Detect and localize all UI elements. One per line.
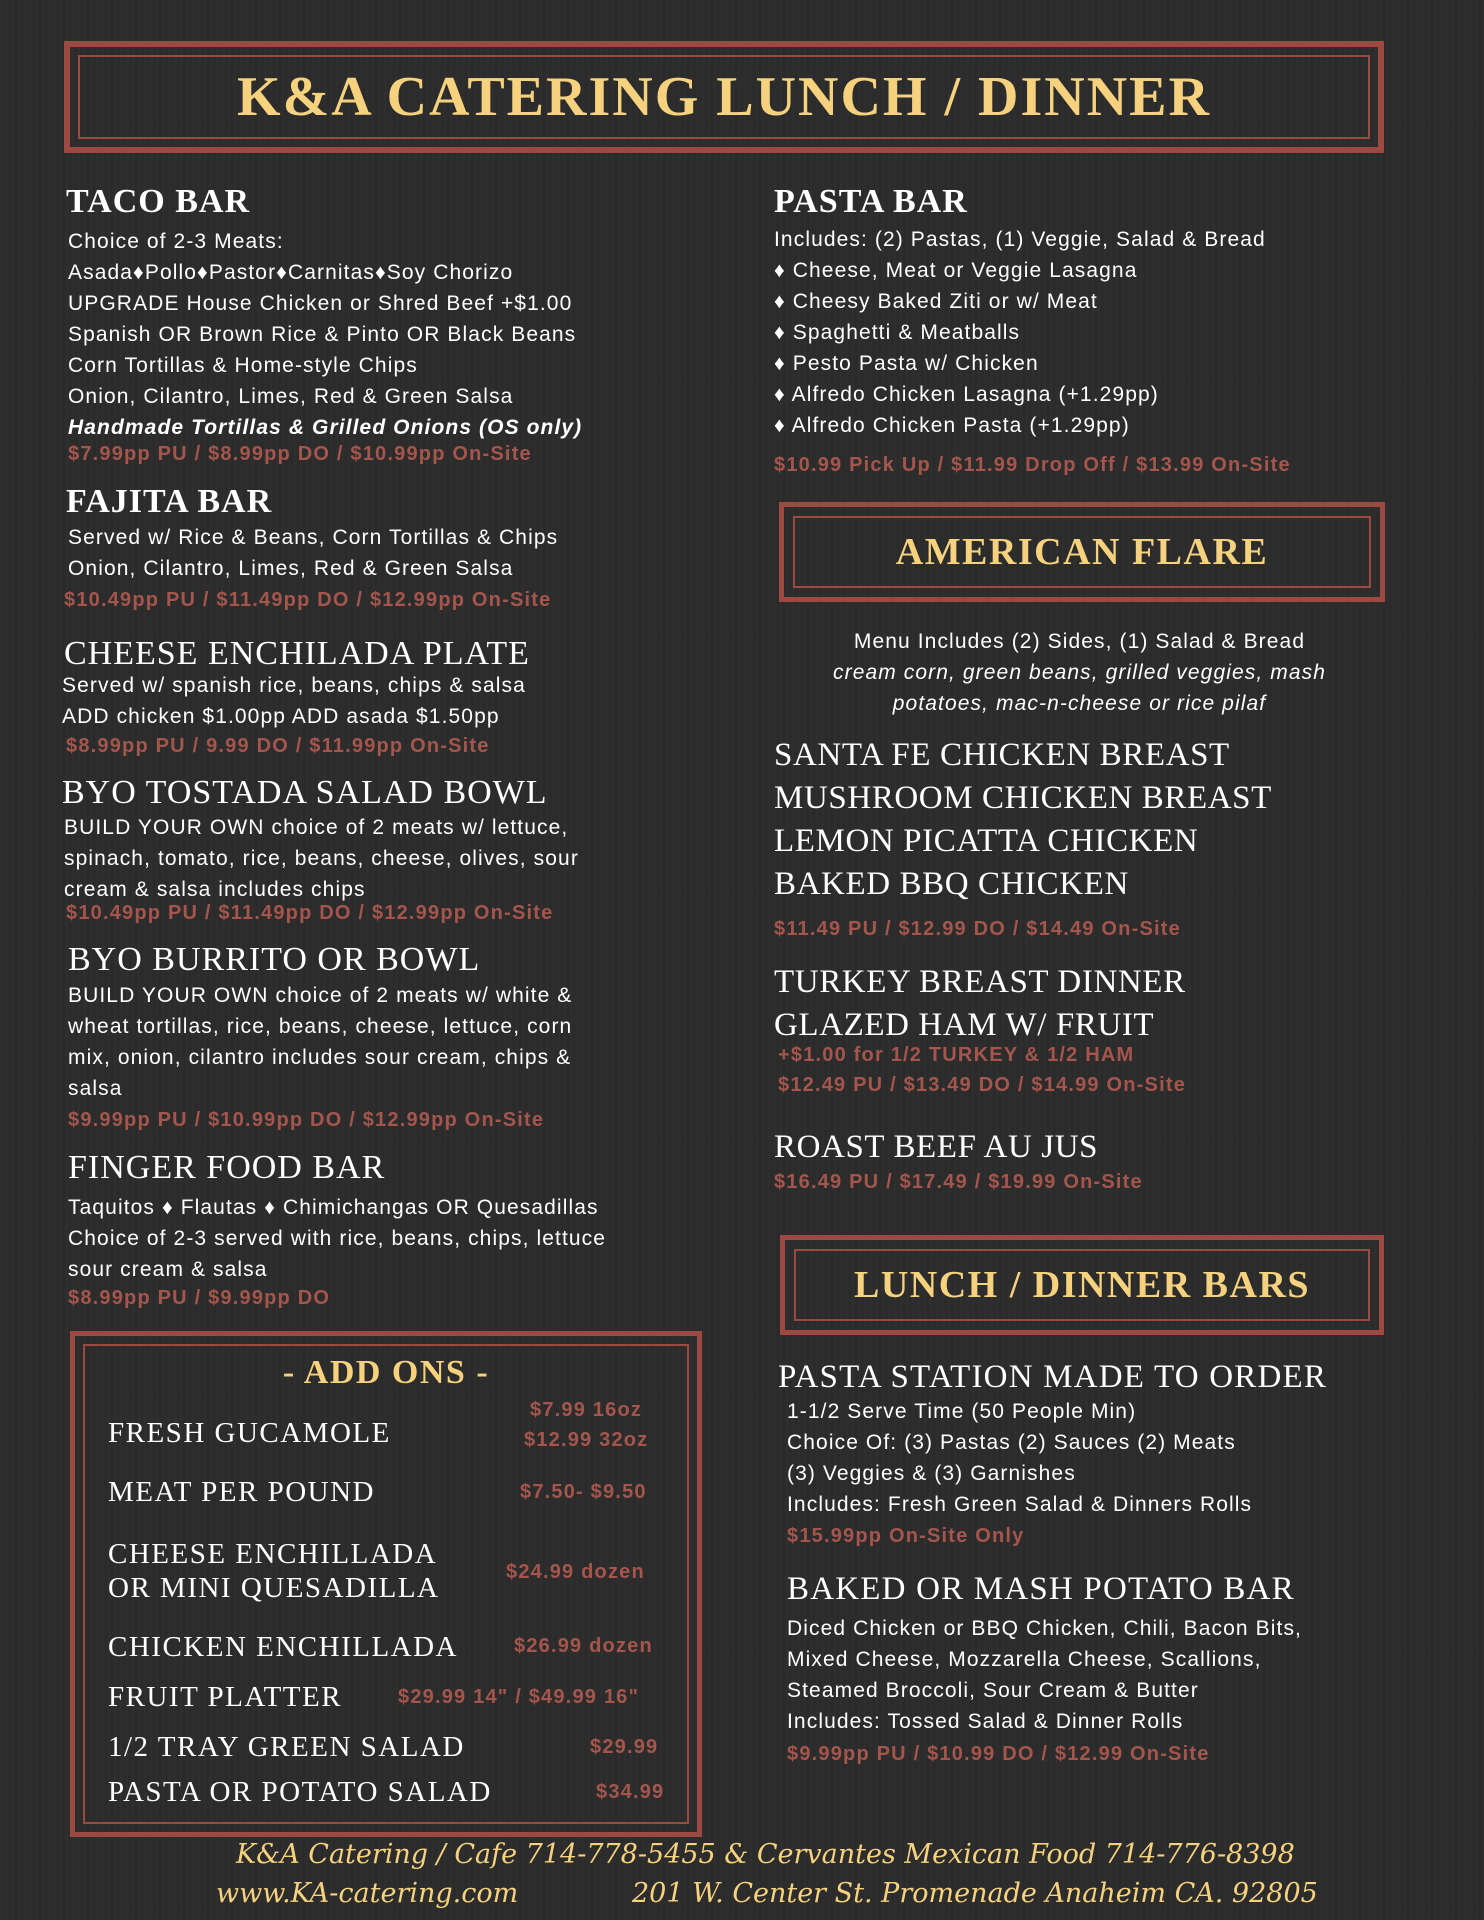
fajita-bar-line: Onion, Cilantro, Limes, Red & Green Salsa	[68, 557, 514, 580]
addon-price: $29.99	[590, 1736, 659, 1758]
page-title: K&A CATERING LUNCH / DINNER	[237, 66, 1211, 128]
potato-bar-line: Diced Chicken or BBQ Chicken, Chili, Bacon Bits,	[787, 1617, 1302, 1640]
title-banner	[64, 41, 1384, 153]
burrito-heading: BYO BURRITO OR BOWL	[68, 941, 481, 978]
pasta-station-line: (3) Veggies & (3) Garnishes	[787, 1462, 1076, 1485]
potato-bar-price: $9.99pp PU / $10.99 DO / $12.99 On-Site	[787, 1743, 1210, 1765]
pasta-bar-line: ♦ Alfredo Chicken Pasta (+1.29pp)	[774, 414, 1130, 437]
footer-contact: K&A Catering / Cafe 714-778-5455 & Cervantes Mexican Food 714-776-8398	[236, 1839, 1295, 1870]
taco-bar-line: Corn Tortillas & Home-style Chips	[68, 354, 418, 377]
cheese-enchilada-line: Served w/ spanish rice, beans, chips & salsa	[62, 674, 526, 697]
american-flare-banner	[779, 502, 1385, 602]
potato-bar-line: Steamed Broccoli, Sour Cream & Butter	[787, 1679, 1199, 1702]
menu-item: TURKEY BREAST DINNER	[774, 964, 1186, 1000]
addon-name: CHICKEN ENCHILLADA	[108, 1631, 458, 1663]
lunch-dinner-bars-heading: LUNCH / DINNER BARS	[853, 1264, 1311, 1306]
burrito-line: BUILD YOUR OWN choice of 2 meats w/ white &	[68, 984, 573, 1007]
fajita-bar-price: $10.49pp PU / $11.49pp DO / $12.99pp On-Site	[64, 589, 552, 611]
potato-bar-heading: BAKED OR MASH POTATO BAR	[787, 1571, 1295, 1607]
add-ons-heading: - ADD ONS -	[282, 1354, 490, 1391]
addon-price: $34.99	[596, 1781, 665, 1803]
pasta-bar-line: ♦ Cheesy Baked Ziti or w/ Meat	[774, 290, 1098, 313]
addon-price: $7.99 16oz	[530, 1399, 643, 1421]
american-flare-sides: potatoes, mac-n-cheese or rice pilaf	[892, 692, 1267, 715]
finger-food-heading: FINGER FOOD BAR	[68, 1149, 386, 1186]
potato-bar-line: Includes: Tossed Salad & Dinner Rolls	[787, 1710, 1184, 1733]
menu-item: MUSHROOM CHICKEN BREAST	[774, 780, 1272, 816]
turkey-items	[774, 961, 1186, 1047]
taco-bar-price: $7.99pp PU / $8.99pp DO / $10.99pp On-Site	[68, 443, 532, 465]
burrito-line: salsa	[68, 1077, 123, 1100]
taco-bar-note: Handmade Tortillas & Grilled Onions (OS only)	[68, 416, 583, 439]
pasta-station-price: $15.99pp On-Site Only	[787, 1525, 1025, 1547]
roast-beef-price: $16.49 PU / $17.49 / $19.99 On-Site	[774, 1171, 1143, 1193]
pasta-bar-line: ♦ Pesto Pasta w/ Chicken	[774, 352, 1039, 375]
finger-food-line: Taquitos ♦ Flautas ♦ Chimichangas OR Quesadillas	[68, 1196, 599, 1219]
taco-bar-line: Spanish OR Brown Rice & Pinto OR Black Beans	[68, 323, 577, 346]
footer-address: 201 W. Center St. Promenade Anaheim CA. 92805	[632, 1878, 1318, 1909]
burrito-line: mix, onion, cilantro includes sour cream, chips &	[68, 1046, 572, 1069]
pasta-station-line: Choice Of: (3) Pastas (2) Sauces (2) Meats	[787, 1431, 1236, 1454]
pasta-bar-line: ♦ Alfredo Chicken Lasagna (+1.29pp)	[774, 383, 1159, 406]
taco-bar-details	[68, 226, 582, 443]
addon-name: FRUIT PLATTER	[108, 1681, 343, 1713]
pasta-bar-line: Includes: (2) Pastas, (1) Veggie, Salad & Bread	[774, 228, 1266, 251]
turkey-price: $12.49 PU / $13.49 DO / $14.99 On-Site	[778, 1074, 1187, 1096]
cheese-enchilada-line: ADD chicken $1.00pp ADD asada $1.50pp	[62, 705, 500, 728]
cheese-enchilada-heading: CHEESE ENCHILADA PLATE	[64, 635, 530, 672]
tostada-line: spinach, tomato, rice, beans, cheese, olives, sour	[64, 847, 579, 870]
tostada-line: BUILD YOUR OWN choice of 2 meats w/ lettuce,	[64, 816, 569, 839]
menu-item: GLAZED HAM W/ FRUIT	[774, 1007, 1155, 1043]
pasta-bar-heading: PASTA BAR	[774, 183, 968, 220]
lunch-dinner-bars-banner	[780, 1235, 1384, 1335]
fajita-bar-heading: FAJITA BAR	[66, 483, 273, 520]
addon-name: PASTA OR POTATO SALAD	[108, 1776, 492, 1808]
turkey-note: +$1.00 for 1/2 TURKEY & 1/2 HAM	[778, 1044, 1135, 1066]
american-flare-heading: AMERICAN FLARE	[895, 531, 1269, 573]
pasta-station-line: Includes: Fresh Green Salad & Dinners Rolls	[787, 1493, 1253, 1516]
burrito-line: wheat tortillas, rice, beans, cheese, lettuce, corn	[68, 1015, 573, 1038]
pasta-bar-line: ♦ Spaghetti & Meatballs	[774, 321, 1021, 344]
potato-bar-details	[787, 1613, 1302, 1737]
tostada-heading: BYO TOSTADA SALAD BOWL	[62, 774, 548, 811]
pasta-station-details	[787, 1396, 1252, 1520]
addon-price: $29.99 14" / $49.99 16"	[398, 1686, 640, 1708]
chicken-price: $11.49 PU / $12.99 DO / $14.49 On-Site	[774, 918, 1181, 940]
roast-beef-item: ROAST BEEF AU JUS	[774, 1129, 1099, 1165]
addon-name: 1/2 TRAY GREEN SALAD	[108, 1731, 465, 1763]
title-banner-inner	[78, 55, 1370, 139]
burrito-price: $9.99pp PU / $10.99pp DO / $12.99pp On-Site	[68, 1109, 545, 1131]
lunch-dinner-bars-banner-inner	[794, 1249, 1370, 1321]
pasta-bar-price: $10.99 Pick Up / $11.99 Drop Off / $13.99 On-Site	[774, 454, 1291, 476]
cheese-enchilada-details	[62, 670, 526, 732]
taco-bar-line: Asada♦Pollo♦Pastor♦Carnitas♦Soy Chorizo	[68, 261, 514, 284]
finger-food-details	[68, 1192, 606, 1285]
footer-website[interactable]: www.KA-catering.com	[216, 1878, 519, 1909]
tostada-price: $10.49pp PU / $11.49pp DO / $12.99pp On-Site	[66, 902, 554, 924]
american-flare-intro: Menu Includes (2) Sides, (1) Salad & Bread	[853, 630, 1306, 653]
finger-food-line: sour cream & salsa	[68, 1258, 268, 1281]
tostada-details	[64, 812, 579, 905]
addon-price: $26.99 dozen	[514, 1635, 653, 1657]
taco-bar-line: UPGRADE House Chicken or Shred Beef +$1.00	[68, 292, 573, 315]
finger-food-line: Choice of 2-3 served with rice, beans, chips, lettuce	[68, 1227, 607, 1250]
cheese-enchilada-price: $8.99pp PU / 9.99 DO / $11.99pp On-Site	[66, 735, 490, 757]
potato-bar-line: Mixed Cheese, Mozzarella Cheese, Scallions,	[787, 1648, 1262, 1671]
pasta-bar-line: ♦ Cheese, Meat or Veggie Lasagna	[774, 259, 1138, 282]
addon-name: FRESH GUCAMOLE	[108, 1417, 391, 1449]
menu-item: BAKED BBQ CHICKEN	[774, 866, 1129, 902]
burrito-details	[68, 980, 572, 1104]
chicken-items	[774, 734, 1272, 906]
pasta-station-line: 1-1/2 Serve Time (50 People Min)	[787, 1400, 1137, 1423]
menu-item: SANTA FE CHICKEN BREAST	[774, 737, 1230, 773]
addon-name: OR MINI QUESADILLA	[108, 1572, 440, 1604]
taco-bar-line: Choice of 2-3 Meats:	[68, 230, 284, 253]
american-flare-sides: cream corn, green beans, grilled veggies, mash	[833, 661, 1326, 684]
pasta-station-heading: PASTA STATION MADE TO ORDER	[778, 1359, 1328, 1395]
american-flare-banner-inner	[793, 516, 1371, 588]
addon-name: CHEESE ENCHILLADA	[108, 1538, 438, 1570]
addon-price: $12.99 32oz	[524, 1429, 649, 1451]
addon-price: $24.99 dozen	[506, 1561, 645, 1583]
taco-bar-line: Onion, Cilantro, Limes, Red & Green Salsa	[68, 385, 514, 408]
finger-food-price: $8.99pp PU / $9.99pp DO	[68, 1287, 331, 1309]
fajita-bar-line: Served w/ Rice & Beans, Corn Tortillas & Chips	[68, 526, 559, 549]
pasta-bar-details	[774, 224, 1266, 441]
menu-item: LEMON PICATTA CHICKEN	[774, 823, 1199, 859]
fajita-bar-details	[68, 522, 558, 584]
addon-price: $7.50- $9.50	[520, 1481, 647, 1503]
taco-bar-heading: TACO BAR	[66, 183, 250, 220]
tostada-line: cream & salsa includes chips	[64, 878, 366, 901]
addon-name: MEAT PER POUND	[108, 1476, 376, 1508]
